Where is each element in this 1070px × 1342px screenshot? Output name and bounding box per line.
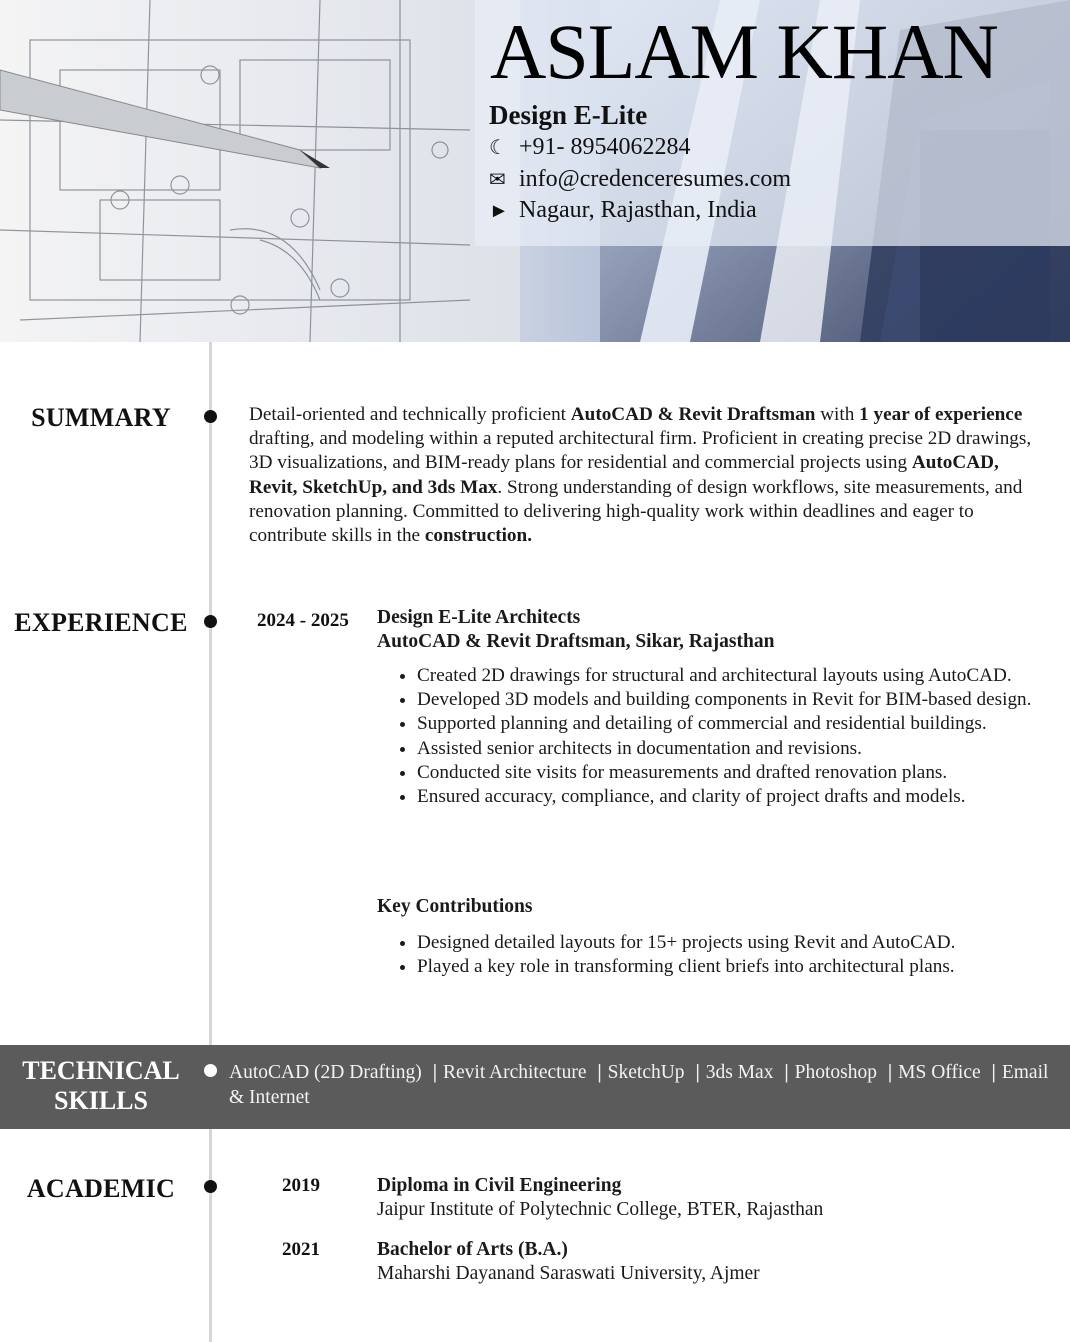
summary-text-segment: drafting, and modeling within a reputed architectural firm. Proficient in creating precise 2D drawings, 3D visualizations, and BIM-ready plans for residential and commercial projects using: [249, 428, 1032, 474]
academic-heading: ACADEMIC: [26, 1174, 176, 1203]
academic-institute: Maharshi Dayanand Saraswati University, Ajmer: [377, 1263, 760, 1284]
academic-degree: Bachelor of Arts (B.A.): [377, 1239, 568, 1260]
key-contributions-heading: Key Contributions: [377, 896, 533, 917]
summary-emphasis: 1 year of experience: [859, 404, 1023, 425]
skills-heading-line2: SKILLS: [54, 1086, 148, 1115]
summary-emphasis: AutoCAD & Revit Draftsman: [570, 404, 816, 425]
list-item: • Assisted senior architects in documentation and revisions.: [417, 737, 1067, 761]
candidate-name: ASLAM KHAN: [490, 8, 998, 95]
skill-separator: |: [597, 1062, 602, 1083]
email-line: [489, 164, 791, 195]
summary-text-segment: with: [815, 404, 860, 425]
key-contributions-bullets: [377, 931, 1067, 979]
summary-timeline-dot: [204, 410, 217, 423]
summary-emphasis: construction.: [424, 525, 532, 547]
experience-heading: EXPERIENCE: [14, 608, 188, 637]
skill-item: Email & Internet: [229, 1062, 1049, 1108]
location-text: Nagaur, Rajasthan, India: [519, 197, 757, 223]
academic-institute: Jaipur Institute of Polytechnic College, BTER, Rajasthan: [377, 1199, 824, 1220]
location-line: [489, 195, 757, 226]
skill-item: AutoCAD (2D Drafting): [229, 1062, 422, 1083]
skill-item: MS Office: [898, 1062, 981, 1083]
skill-separator: |: [432, 1062, 437, 1083]
list-item: • Created 2D drawings for structural and architectural layouts using AutoCAD.: [417, 664, 1067, 688]
email-address[interactable]: info@credenceresumes.com: [519, 166, 791, 192]
skill-item: Revit Architecture: [442, 1062, 587, 1083]
list-item: • Ensured accuracy, compliance, and clarity of project drafts and models.: [417, 785, 1067, 809]
skills-heading-line1: TECHNICAL: [22, 1056, 180, 1085]
skill-separator: |: [887, 1062, 893, 1083]
phone-number[interactable]: +91- 8954062284: [519, 134, 691, 160]
list-item: • Supported planning and detailing of commercial and residential buildings.: [417, 712, 1067, 736]
summary-heading: SUMMARY: [31, 403, 171, 432]
summary-text-segment: Detail-oriented and technically proficient: [249, 404, 571, 425]
academic-year: 2021: [282, 1239, 320, 1260]
phone-icon: ☾: [489, 137, 507, 159]
academic-degree: Diploma in Civil Engineering: [377, 1175, 622, 1196]
skill-separator: |: [784, 1062, 789, 1083]
academic-year: 2019: [282, 1175, 320, 1196]
experience-role: AutoCAD & Revit Draftsman, Sikar, Rajasthan: [377, 631, 775, 652]
arrow-pointer-icon: ►: [489, 200, 509, 222]
experience-company: Design E-Lite Architects: [377, 607, 581, 628]
phone-line: [489, 132, 691, 163]
skills-list: [229, 1060, 1049, 1110]
current-company: Design E-Lite: [489, 100, 648, 130]
summary-paragraph: [249, 403, 1049, 548]
envelope-icon: ✉: [489, 169, 506, 191]
skills-heading: [6, 1056, 196, 1116]
skill-item: SketchUp: [607, 1062, 685, 1083]
skill-separator: |: [695, 1062, 700, 1083]
skill-item: 3ds Max: [705, 1062, 774, 1083]
list-item: • Developed 3D models and building components in Revit for BIM-based design.: [417, 688, 1067, 712]
experience-period: 2024 - 2025: [257, 610, 349, 631]
summary-emphasis: AutoCAD, Revit, SketchUp, and 3ds Max: [249, 452, 999, 498]
list-item: • Conducted site visits for measurements and drafted renovation plans.: [417, 761, 1067, 785]
skill-separator: |: [991, 1062, 996, 1083]
experience-bullets: [377, 664, 1067, 809]
skill-item: Photoshop: [794, 1062, 877, 1083]
list-item: • Played a key role in transforming client briefs into architectural plans.: [417, 955, 1067, 979]
list-item: • Designed detailed layouts for 15+ projects using Revit and AutoCAD.: [417, 931, 1067, 955]
skills-timeline-dot: [204, 1064, 217, 1077]
summary-text-segment: . Strong understanding of design workflows, site measurements, and renovation planning. Committed to delivering high-quality work within deadlines and eager to contribute skills in the: [249, 476, 1023, 547]
experience-timeline-dot: [204, 615, 217, 628]
academic-timeline-dot: [204, 1180, 217, 1193]
